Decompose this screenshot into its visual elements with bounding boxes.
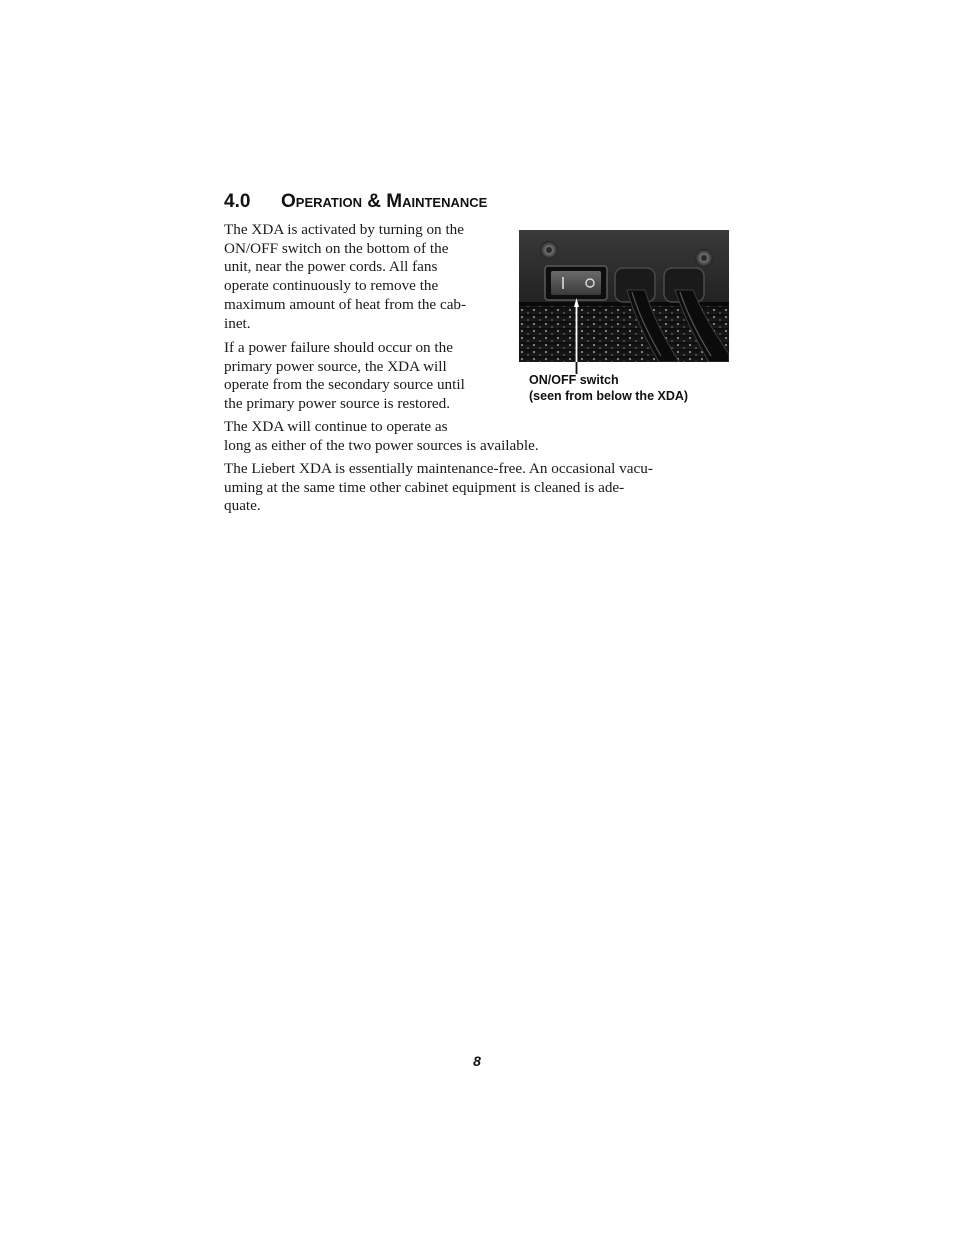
figure-caption (529, 372, 688, 404)
text-line: the primary power source is restored. (224, 395, 451, 413)
text-line: long as either of the two power sources is available. (224, 436, 539, 454)
text-line: operate from the secondary source until (224, 376, 465, 394)
text-line: The XDA will continue to operate as (224, 418, 448, 435)
page-number: 8 (473, 1053, 481, 1069)
section-number: 4.0 (224, 191, 251, 212)
text-line: operate continuously to remove the (224, 277, 439, 295)
text-line: uming at the same time other cabinet equipment is cleaned is ade- (224, 478, 625, 496)
text-line: If a power failure should occur on the (224, 339, 453, 356)
paragraph-activation (224, 221, 514, 333)
text-line: primary power source, the XDA will (224, 357, 447, 375)
section-title: Operation & Maintenance (281, 191, 488, 212)
caption-line: ON/OFF switch (529, 373, 619, 387)
arrow-up-icon (574, 298, 579, 374)
on-off-switch-photo (519, 230, 729, 362)
paragraph-power-failure (224, 339, 514, 414)
paragraph-continue-operation (224, 418, 734, 455)
text-line: inet. (224, 314, 251, 332)
text-line: ON/OFF switch on the bottom of the (224, 239, 449, 257)
section-heading (224, 190, 487, 214)
text-line: The XDA is activated by turning on the (224, 221, 464, 238)
text-line: unit, near the power cords. All fans (224, 258, 438, 276)
text-line: maximum amount of heat from the cab- (224, 295, 467, 313)
paragraph-maintenance (224, 460, 734, 516)
text-line: The Liebert XDA is essentially maintenance-free. An occasional vacu- (224, 460, 653, 477)
caption-line: (seen from below the XDA) (529, 389, 689, 403)
text-line: quate. (224, 497, 261, 515)
